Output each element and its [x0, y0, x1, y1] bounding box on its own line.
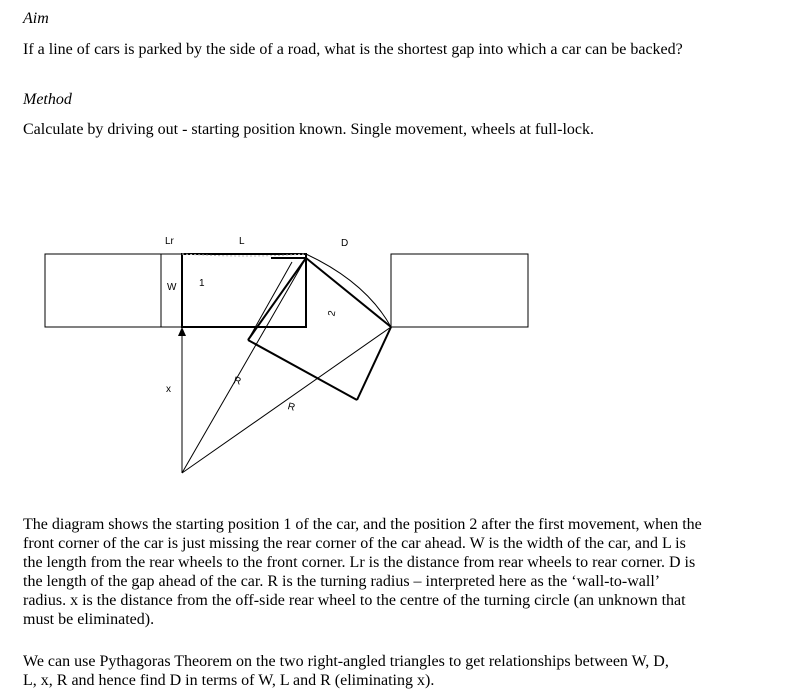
x-axis-arrowhead [178, 327, 186, 336]
body-paragraph-1: The diagram shows the starting position 1 of the car, and the position 2 after the first movement, when the front corner of the car is just missing the rear corner of the car ahead. W is the width of the car, and L is the length from the rear wheels to the front corner. Lr is the distance from rear wheels to rear corner. D is the length of the gap ahead of the car. R is the turning radius – interpreted here as the ‘wall-to-wall’ radius. x is the distance from the off-side rear wheel to the centre of the turning circle (an unknown that must be eliminated). [23, 516, 702, 628]
method-text: Calculate by driving out - starting position known. Single movement, wheels at full-lock. [23, 121, 595, 138]
label-position-1: 1 [199, 278, 205, 289]
car-2-front [357, 327, 391, 400]
body-paragraph-2: We can use Pythagoras Theorem on the two right-angled triangles to get relationships between W, D, L, x, R and hence find D in terms of W, L and R (eliminating x). [23, 653, 669, 689]
front-parked-car [391, 254, 528, 327]
label-position-2: 2 [326, 309, 339, 318]
car-2-side-b [248, 262, 292, 340]
method-heading: Method [23, 91, 72, 108]
label-r-2: R [286, 401, 297, 414]
label-w: W [167, 282, 177, 293]
label-d: D [341, 238, 349, 249]
rear-parked-car [45, 254, 161, 327]
label-l: L [239, 236, 245, 247]
radius-line-2 [182, 327, 391, 473]
car-2-side-d [306, 258, 391, 327]
label-x: x [166, 384, 171, 395]
label-r-1: R [232, 375, 243, 388]
car-2-side-c [248, 340, 357, 400]
label-lr: Lr [165, 236, 174, 247]
aim-text: If a line of cars is parked by the side of a road, what is the shortest gap into which a car can be backed? [23, 41, 683, 58]
aim-heading: Aim [23, 10, 49, 27]
radius-line-1 [182, 258, 306, 473]
